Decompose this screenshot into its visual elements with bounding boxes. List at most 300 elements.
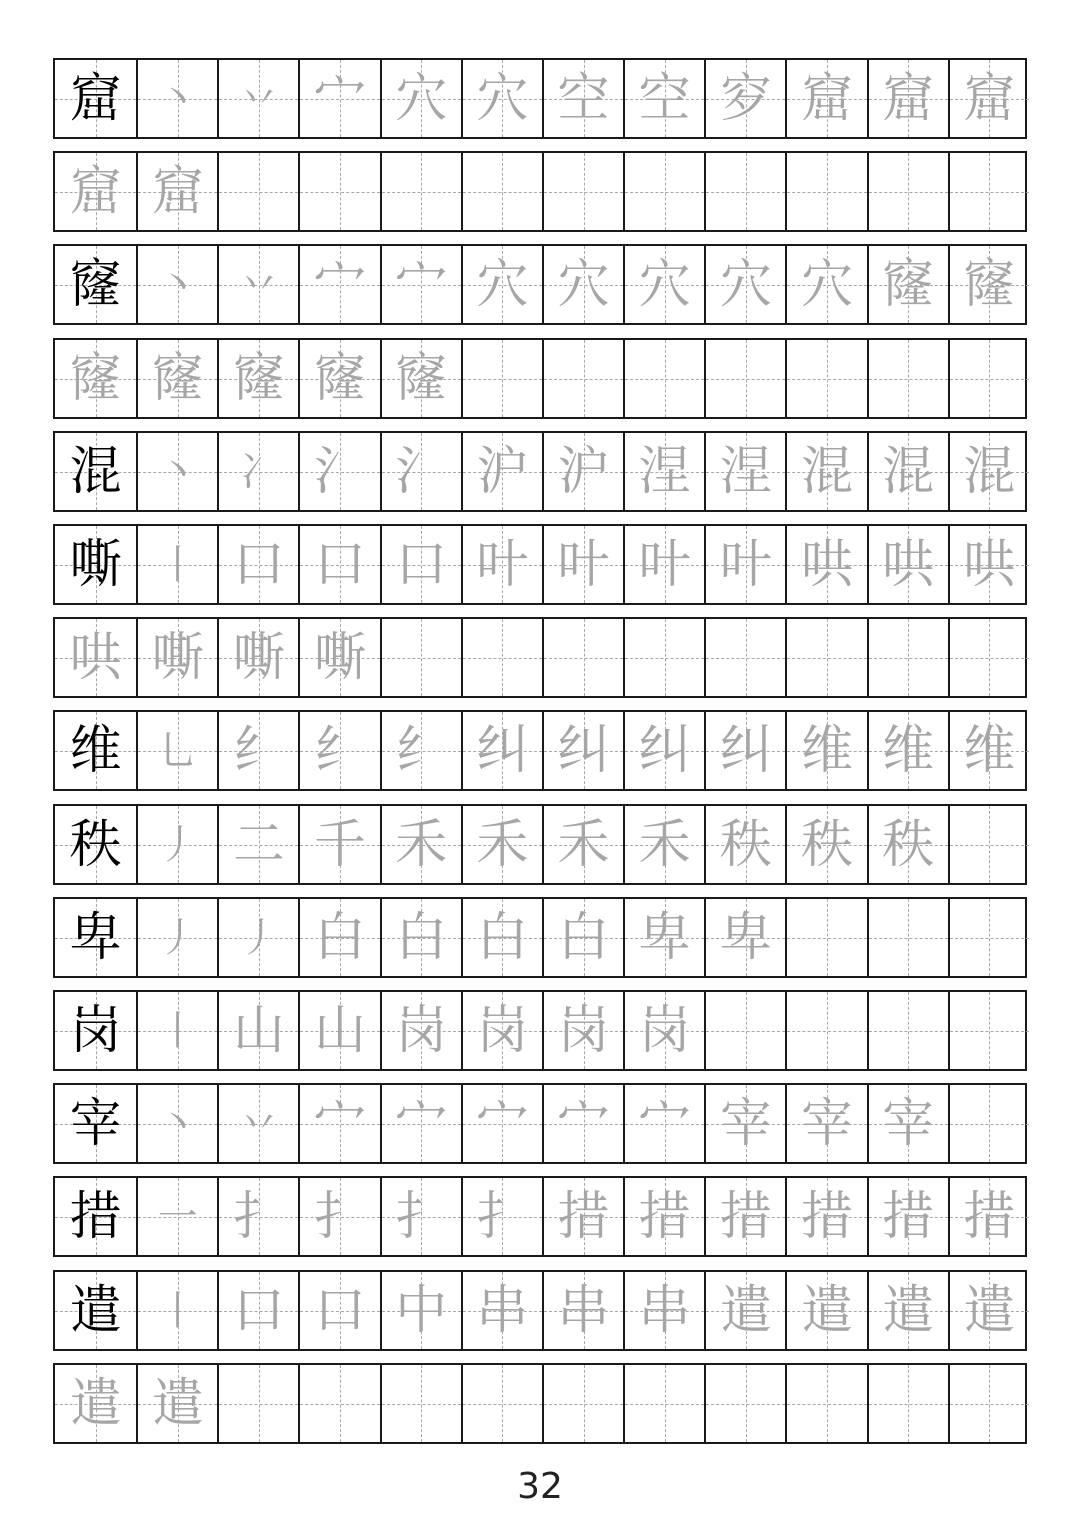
- grid-cell: [704, 1272, 785, 1349]
- grid-cell: [380, 1085, 461, 1162]
- tracing-character: 中: [395, 1280, 448, 1341]
- tracing-character: 宀: [638, 1093, 691, 1154]
- tracing-character: 窿: [314, 348, 367, 409]
- tracing-character: 窟: [963, 68, 1016, 129]
- grid-cell: [136, 1272, 217, 1349]
- grid-cell: [785, 1365, 866, 1442]
- guide-line-horizontal: [544, 1404, 623, 1405]
- tracing-character: 白: [395, 907, 448, 968]
- grid-cell: [704, 806, 785, 883]
- grid-cell: [461, 246, 542, 323]
- grid-cell: [704, 340, 785, 417]
- tracing-character: 山: [232, 1000, 285, 1061]
- grid-cell: [298, 153, 379, 230]
- practice-row: [53, 1083, 1027, 1164]
- grid-cell: [867, 712, 948, 789]
- tracing-character: 丨: [157, 1287, 198, 1334]
- tracing-character: 丷: [238, 261, 279, 308]
- tracing-character: 措: [638, 1186, 691, 1247]
- grid-cell: [704, 1085, 785, 1162]
- practice-row: [53, 897, 1027, 978]
- guide-line-horizontal: [787, 192, 866, 193]
- grid-cell: [217, 1365, 298, 1442]
- grid-cell: [867, 433, 948, 510]
- grid-cell: [55, 1365, 136, 1442]
- tracing-character: 串: [638, 1280, 691, 1341]
- tracing-character: 扌: [476, 1186, 529, 1247]
- grid-cell: [380, 899, 461, 976]
- grid-cell: [217, 619, 298, 696]
- grid-cell: [948, 992, 1029, 1069]
- grid-cell: [542, 1272, 623, 1349]
- tracing-character: 扌: [232, 1186, 285, 1247]
- tracing-character: 窟: [882, 68, 935, 129]
- grid-cell: [136, 1085, 217, 1162]
- grid-cell: [55, 340, 136, 417]
- tracing-character: 丷: [238, 1100, 279, 1147]
- grid-cell: [380, 526, 461, 603]
- tracing-character: 丷: [238, 75, 279, 122]
- grid-cell: [623, 806, 704, 883]
- practice-row: [53, 58, 1027, 139]
- grid-cell: [55, 1085, 136, 1162]
- grid-cell: [948, 153, 1029, 230]
- guide-line-horizontal: [463, 192, 542, 193]
- tracing-character: 扌: [395, 1186, 448, 1247]
- practice-row: [53, 710, 1027, 791]
- tracing-character: 涅: [719, 441, 772, 502]
- grid-cell: [136, 60, 217, 137]
- grid-cell: [380, 1178, 461, 1255]
- model-character: 维: [69, 720, 122, 781]
- tracing-character: 丶: [157, 261, 198, 308]
- grid-cell: [948, 899, 1029, 976]
- tracing-character: 丿: [238, 914, 279, 961]
- grid-cell: [785, 992, 866, 1069]
- tracing-character: 遣: [800, 1280, 853, 1341]
- guide-line-horizontal: [950, 658, 1029, 659]
- tracing-character: 穸: [719, 68, 772, 129]
- tracing-character: 宰: [800, 1093, 853, 1154]
- practice-row: [53, 617, 1027, 698]
- tracing-character: 纠: [557, 720, 610, 781]
- grid-cell: [867, 992, 948, 1069]
- grid-cell: [380, 246, 461, 323]
- grid-cell: [704, 899, 785, 976]
- tracing-character: 纠: [476, 720, 529, 781]
- tracing-character: 氵: [314, 441, 367, 502]
- tracing-character: 窟: [69, 161, 122, 222]
- tracing-character: 哄: [69, 627, 122, 688]
- guide-line-horizontal: [706, 658, 785, 659]
- guide-line-horizontal: [706, 1031, 785, 1032]
- grid-cell: [785, 1272, 866, 1349]
- tracing-character: 嘶: [151, 627, 204, 688]
- tracing-character: 山: [314, 1000, 367, 1061]
- grid-cell: [217, 712, 298, 789]
- grid-cell: [136, 433, 217, 510]
- model-character: 窟: [69, 68, 122, 129]
- grid-cell: [461, 1085, 542, 1162]
- guide-line-horizontal: [787, 1404, 866, 1405]
- grid-cell: [785, 619, 866, 696]
- grid-cell: [136, 806, 217, 883]
- grid-cell: [55, 153, 136, 230]
- grid-cell: [623, 619, 704, 696]
- tracing-character: 混: [963, 441, 1016, 502]
- grid-cell: [380, 433, 461, 510]
- grid-cell: [623, 1085, 704, 1162]
- tracing-character: 叶: [476, 534, 529, 595]
- tracing-character: 岗: [476, 1000, 529, 1061]
- grid-cell: [298, 246, 379, 323]
- tracing-character: 宀: [314, 254, 367, 315]
- tracing-character: 窿: [232, 348, 285, 409]
- guide-line-horizontal: [787, 1031, 866, 1032]
- model-character: 措: [69, 1186, 122, 1247]
- guide-line-horizontal: [544, 379, 623, 380]
- grid-cell: [785, 1085, 866, 1162]
- grid-cell: [948, 526, 1029, 603]
- tracing-character: 维: [882, 720, 935, 781]
- page-number: 32: [517, 1466, 563, 1507]
- tracing-character: 宰: [882, 1093, 935, 1154]
- practice-row: [53, 1176, 1027, 1257]
- grid-cell: [542, 153, 623, 230]
- grid-cell: [136, 992, 217, 1069]
- practice-row: [53, 990, 1027, 1071]
- grid-cell: [542, 60, 623, 137]
- tracing-character: 纠: [638, 720, 691, 781]
- tracing-character: 卑: [638, 907, 691, 968]
- grid-cell: [785, 433, 866, 510]
- guide-line-horizontal: [219, 192, 298, 193]
- grid-cell: [461, 1365, 542, 1442]
- tracing-character: 遣: [963, 1280, 1016, 1341]
- grid-cell: [55, 433, 136, 510]
- guide-line-horizontal: [463, 1404, 542, 1405]
- tracing-character: 卑: [719, 907, 772, 968]
- tracing-character: 宀: [557, 1093, 610, 1154]
- guide-line-horizontal: [706, 192, 785, 193]
- guide-line-horizontal: [544, 658, 623, 659]
- tracing-character: 宀: [314, 1093, 367, 1154]
- tracing-character: 口: [314, 1280, 367, 1341]
- guide-line-horizontal: [382, 192, 461, 193]
- grid-cell: [461, 526, 542, 603]
- tracing-character: 维: [800, 720, 853, 781]
- grid-cell: [217, 899, 298, 976]
- grid-cell: [948, 246, 1029, 323]
- grid-cell: [704, 992, 785, 1069]
- practice-row: [53, 1363, 1027, 1444]
- tracing-character: 叶: [557, 534, 610, 595]
- tracing-character: 遣: [69, 1373, 122, 1434]
- grid-cell: [542, 1085, 623, 1162]
- grid-cell: [136, 153, 217, 230]
- tracing-character: 岗: [638, 1000, 691, 1061]
- tracing-character: 遣: [882, 1280, 935, 1341]
- grid-cell: [461, 1178, 542, 1255]
- practice-row: [53, 804, 1027, 885]
- tracing-character: 叶: [719, 534, 772, 595]
- grid-cell: [298, 1365, 379, 1442]
- tracing-character: 宀: [395, 1093, 448, 1154]
- grid-cell: [623, 153, 704, 230]
- tracing-character: 丿: [157, 914, 198, 961]
- tracing-character: 空: [638, 68, 691, 129]
- grid-cell: [867, 1085, 948, 1162]
- guide-line-horizontal: [463, 379, 542, 380]
- grid-cell: [948, 1085, 1029, 1162]
- grid-cell: [461, 619, 542, 696]
- tracing-character: 丶: [157, 448, 198, 495]
- grid-cell: [948, 340, 1029, 417]
- guide-line-horizontal: [950, 1124, 1029, 1125]
- tracing-character: 禾: [638, 814, 691, 875]
- guide-line-horizontal: [625, 1404, 704, 1405]
- tracing-character: 宀: [395, 254, 448, 315]
- tracing-character: 二: [232, 814, 285, 875]
- guide-line-horizontal: [950, 379, 1029, 380]
- tracing-character: 穴: [395, 68, 448, 129]
- tracing-character: 氵: [395, 441, 448, 502]
- grid-cell: [867, 899, 948, 976]
- grid-cell: [785, 340, 866, 417]
- tracing-character: 窟: [800, 68, 853, 129]
- tracing-character: 穴: [719, 254, 772, 315]
- guide-line-horizontal: [706, 379, 785, 380]
- grid-cell: [380, 806, 461, 883]
- grid-cell: [623, 60, 704, 137]
- grid-cell: [948, 1365, 1029, 1442]
- tracing-character: 白: [314, 907, 367, 968]
- grid-cell: [704, 153, 785, 230]
- grid-cell: [217, 60, 298, 137]
- grid-cell: [298, 619, 379, 696]
- grid-cell: [542, 1365, 623, 1442]
- guide-line-horizontal: [625, 192, 704, 193]
- grid-cell: [542, 992, 623, 1069]
- guide-line-horizontal: [869, 1031, 948, 1032]
- guide-line-horizontal: [300, 1404, 379, 1405]
- grid-cell: [217, 340, 298, 417]
- practice-row: [53, 244, 1027, 325]
- grid-cell: [867, 60, 948, 137]
- grid-cell: [623, 526, 704, 603]
- tracing-character: 哄: [882, 534, 935, 595]
- guide-line-horizontal: [869, 1404, 948, 1405]
- guide-line-horizontal: [869, 658, 948, 659]
- grid-cell: [217, 246, 298, 323]
- grid-cell: [298, 1272, 379, 1349]
- grid-cell: [948, 619, 1029, 696]
- grid-cell: [461, 153, 542, 230]
- guide-line-horizontal: [219, 1404, 298, 1405]
- tracing-character: 窿: [882, 254, 935, 315]
- grid-cell: [461, 992, 542, 1069]
- tracing-character: 秩: [800, 814, 853, 875]
- tracing-character: 宀: [314, 68, 367, 129]
- grid-cell: [867, 153, 948, 230]
- tracing-character: 丶: [157, 1100, 198, 1147]
- tracing-character: 一: [157, 1193, 198, 1240]
- guide-line-horizontal: [950, 192, 1029, 193]
- tracing-character: 混: [800, 441, 853, 502]
- practice-row: [53, 1270, 1027, 1351]
- tracing-character: 口: [232, 534, 285, 595]
- grid-cell: [461, 1272, 542, 1349]
- grid-cell: [217, 806, 298, 883]
- tracing-character: 丨: [157, 541, 198, 588]
- grid-cell: [623, 433, 704, 510]
- tracing-character: 沪: [476, 441, 529, 502]
- grid-cell: [217, 526, 298, 603]
- grid-cell: [380, 153, 461, 230]
- grid-cell: [298, 992, 379, 1069]
- grid-cell: [55, 246, 136, 323]
- grid-cell: [948, 60, 1029, 137]
- grid-cell: [867, 1365, 948, 1442]
- tracing-character: 口: [232, 1280, 285, 1341]
- tracing-character: 措: [800, 1186, 853, 1247]
- grid-cell: [542, 899, 623, 976]
- grid-cell: [704, 246, 785, 323]
- guide-line-horizontal: [787, 658, 866, 659]
- grid-cell: [867, 340, 948, 417]
- tracing-character: 纟: [232, 720, 285, 781]
- tracing-character: 混: [882, 441, 935, 502]
- model-character: 窿: [69, 254, 122, 315]
- model-character: 秩: [69, 814, 122, 875]
- tracing-character: 宰: [719, 1093, 772, 1154]
- tracing-character: 口: [314, 534, 367, 595]
- grid-cell: [623, 1178, 704, 1255]
- guide-line-horizontal: [625, 658, 704, 659]
- grid-cell: [55, 992, 136, 1069]
- grid-cell: [704, 712, 785, 789]
- grid-cell: [542, 340, 623, 417]
- grid-cell: [948, 806, 1029, 883]
- model-character: 混: [69, 441, 122, 502]
- grid-cell: [623, 899, 704, 976]
- tracing-character: 措: [557, 1186, 610, 1247]
- grid-cell: [542, 806, 623, 883]
- tracing-character: 冫: [238, 448, 279, 495]
- grid-cell: [461, 806, 542, 883]
- grid-cell: [461, 712, 542, 789]
- grid-cell: [542, 619, 623, 696]
- grid-cell: [867, 1272, 948, 1349]
- guide-line-horizontal: [625, 379, 704, 380]
- tracing-character: 嘶: [232, 627, 285, 688]
- grid-cell: [55, 1272, 136, 1349]
- guide-line-horizontal: [950, 1404, 1029, 1405]
- grid-cell: [785, 60, 866, 137]
- tracing-character: 措: [882, 1186, 935, 1247]
- grid-cell: [380, 1272, 461, 1349]
- grid-cell: [542, 246, 623, 323]
- tracing-character: 遣: [151, 1373, 204, 1434]
- grid-cell: [380, 340, 461, 417]
- tracing-character: 穴: [638, 254, 691, 315]
- grid-cell: [785, 153, 866, 230]
- tracing-character: 禾: [476, 814, 529, 875]
- tracing-character: 沪: [557, 441, 610, 502]
- grid-cell: [55, 526, 136, 603]
- tracing-character: 穴: [800, 254, 853, 315]
- tracing-character: 纠: [719, 720, 772, 781]
- grid-cell: [623, 1272, 704, 1349]
- grid-cell: [461, 60, 542, 137]
- grid-cell: [217, 433, 298, 510]
- tracing-character: 纟: [314, 720, 367, 781]
- grid-cell: [623, 246, 704, 323]
- tracing-character: 窿: [151, 348, 204, 409]
- tracing-character: 乚: [157, 727, 198, 774]
- grid-cell: [948, 1272, 1029, 1349]
- tracing-character: 岗: [557, 1000, 610, 1061]
- grid-cell: [298, 899, 379, 976]
- grid-cell: [704, 1365, 785, 1442]
- tracing-character: 窿: [395, 348, 448, 409]
- grid-cell: [380, 60, 461, 137]
- grid-cell: [542, 1178, 623, 1255]
- grid-cell: [380, 619, 461, 696]
- practice-row: [53, 151, 1027, 232]
- model-character: 嘶: [69, 534, 122, 595]
- guide-line-horizontal: [950, 845, 1029, 846]
- grid-cell: [136, 1178, 217, 1255]
- grid-cell: [217, 992, 298, 1069]
- grid-cell: [298, 806, 379, 883]
- grid-cell: [136, 526, 217, 603]
- grid-cell: [623, 712, 704, 789]
- guide-line-horizontal: [787, 379, 866, 380]
- grid-cell: [298, 1178, 379, 1255]
- tracing-character: 叶: [638, 534, 691, 595]
- tracing-character: 窿: [963, 254, 1016, 315]
- grid-cell: [136, 340, 217, 417]
- grid-cell: [136, 712, 217, 789]
- tracing-character: 维: [963, 720, 1016, 781]
- grid-cell: [217, 1272, 298, 1349]
- guide-line-horizontal: [382, 658, 461, 659]
- model-character: 遣: [69, 1280, 122, 1341]
- guide-line-horizontal: [382, 1404, 461, 1405]
- guide-line-horizontal: [869, 938, 948, 939]
- tracing-character: 串: [557, 1280, 610, 1341]
- guide-line-horizontal: [787, 938, 866, 939]
- model-character: 岗: [69, 1000, 122, 1061]
- grid-cell: [867, 1178, 948, 1255]
- grid-cell: [704, 619, 785, 696]
- tracing-character: 宀: [476, 1093, 529, 1154]
- practice-row: [53, 338, 1027, 419]
- tracing-character: 遣: [719, 1280, 772, 1341]
- guide-line-horizontal: [463, 658, 542, 659]
- guide-line-horizontal: [706, 1404, 785, 1405]
- tracing-character: 丿: [157, 821, 198, 868]
- grid-cell: [542, 712, 623, 789]
- grid-cell: [623, 992, 704, 1069]
- grid-cell: [623, 340, 704, 417]
- grid-cell: [785, 1178, 866, 1255]
- tracing-character: 涅: [638, 441, 691, 502]
- tracing-character: 穴: [557, 254, 610, 315]
- grid-cell: [461, 340, 542, 417]
- tracing-character: 纟: [395, 720, 448, 781]
